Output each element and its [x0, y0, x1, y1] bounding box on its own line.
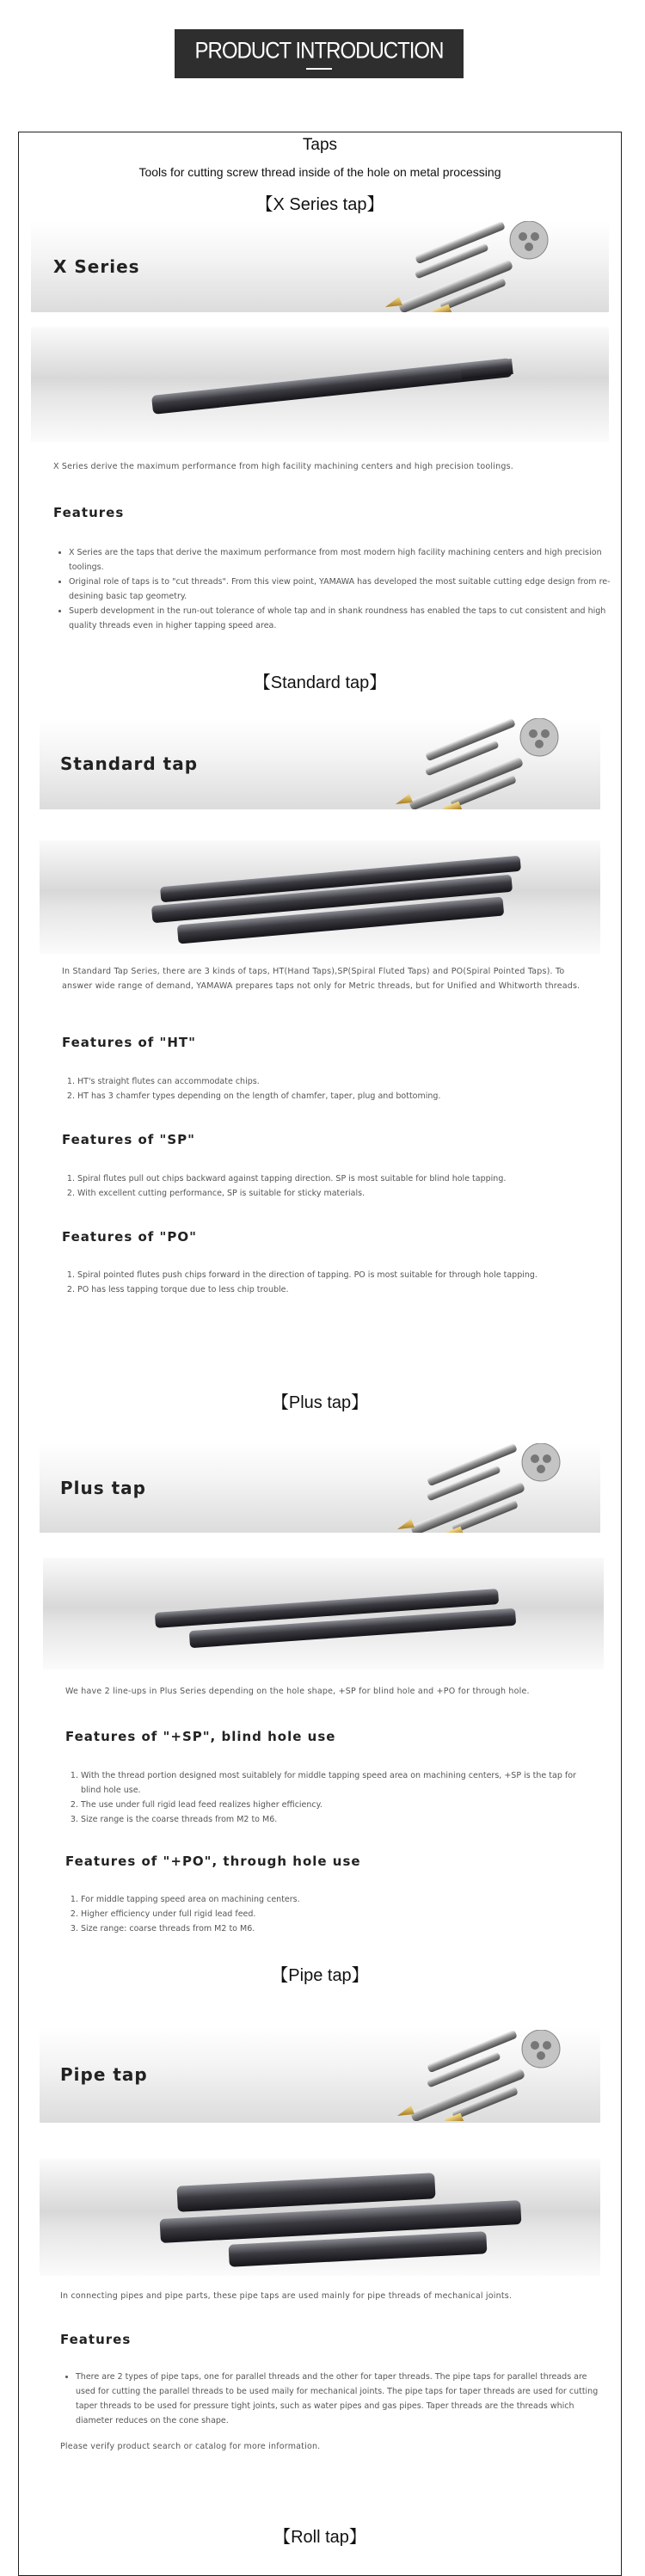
taps-product-image — [390, 2030, 571, 2121]
banner-label: X Series — [53, 256, 140, 277]
x-series-tap-photo — [31, 327, 609, 442]
list-item: 2. Higher efficiency under full rigid lead feed. — [81, 1907, 597, 1921]
list-item: 2. HT has 3 chamfer types depending on the length of chamfer, taper, plug and bottoming. — [77, 1089, 602, 1104]
po-features-list — [62, 1268, 602, 1297]
plus-sp-features-list — [65, 1768, 597, 1827]
tap-image — [126, 845, 556, 949]
standard-tap-photo — [40, 840, 600, 954]
taps-product-image — [390, 1443, 571, 1533]
tap-image — [126, 2162, 556, 2274]
list-item: • Superb development in the run-out tolerance of whole tap and in shank roundness has enabled the taps to cut consistent and high quality threads even in higher tapping speed area. — [69, 604, 611, 633]
x-series-features-heading: Features — [53, 505, 125, 520]
ht-features-list — [62, 1074, 602, 1104]
page-subtitle: Tools for cutting screw thread inside of the hole on metal processing — [138, 165, 501, 179]
list-item: 2. With excellent cutting performance, SP is suitable for sticky materials. — [77, 1186, 602, 1201]
product-introduction-header — [175, 29, 464, 78]
po-features-heading: Features of "PO" — [62, 1229, 197, 1245]
banner-label: Pipe tap — [60, 2064, 148, 2085]
plus-banner — [40, 1443, 600, 1533]
list-item: • X Series are the taps that derive the maximum performance from most modern high facility machining centers and high precision toolings. — [69, 545, 611, 575]
list-item: 1. With the thread portion designed most suitablely for middle tapping speed area on machining centers, +SP is the tap for blind hole use. — [81, 1768, 597, 1798]
x-series-banner — [31, 221, 609, 312]
standard-description: In Standard Tap Series, there are 3 kinds of taps, HT(Hand Taps),SP(Spiral Fluted Taps) and PO(Spiral Pointed Taps). To answer wide range of demand, YAMAWA prepares taps not only for Metric threads, but for Unified and Whitworth threads. — [62, 967, 580, 991]
list-item: 1. HT's straight flutes can accommodate chips. — [77, 1074, 602, 1089]
tap-image — [134, 342, 547, 428]
section-title-standard: 【Standard tap】 — [253, 673, 387, 692]
banner-label: Standard tap — [60, 753, 199, 774]
banner-label: Plus tap — [60, 1478, 146, 1498]
list-item: 2. The use under full rigid lead feed realizes higher efficiency. — [81, 1798, 597, 1812]
pipe-banner — [40, 2026, 600, 2123]
plus-description: We have 2 line-ups in Plus Series depending on the hole shape, +SP for blind hole and +PO for through hole. — [65, 1687, 530, 1696]
list-item: 3. Size range: coarse threads from M2 to M6. — [81, 1921, 597, 1936]
list-item: • Original role of taps is to "cut threads". From this view point, YAMAWA has developed the most suitable cutting edge design from re-desining basic tap geometry. — [69, 575, 611, 604]
pipe-tap-photo — [40, 2159, 600, 2276]
ht-features-heading: Features of "HT" — [62, 1035, 196, 1050]
plus-po-features-list — [65, 1892, 597, 1936]
pipe-features-list — [60, 2370, 600, 2428]
list-item: 1. Spiral flutes pull out chips backward against tapping direction. SP is most suitable for blind hole tapping. — [77, 1171, 602, 1186]
pipe-features-heading: Features — [60, 2332, 132, 2347]
pipe-description: In connecting pipes and pipe parts, these pipe taps are used mainly for pipe threads of mechanical joints. — [60, 2291, 513, 2301]
section-title-pipe: 【Pipe tap】 — [271, 1966, 369, 1985]
list-item: 1. Spiral pointed flutes push chips forward in the direction of tapping. PO is most suitable for through hole tapping. — [77, 1268, 602, 1282]
list-item: 1. For middle tapping speed area on machining centers. — [81, 1892, 597, 1907]
taps-product-image — [389, 718, 569, 809]
plus-po-features-heading: Features of "+PO", through hole use — [65, 1854, 361, 1869]
sp-features-heading: Features of "SP" — [62, 1132, 195, 1147]
list-item: • There are 2 types of pipe taps, one for parallel threads and the other for taper threads. The pipe taps for parallel threads are used for cutting the parallel threads to be used maily for mechanical joints. The pipe taps for taper threads are used for cutting taper threads to be used for pressure tight joints, such as water pipes and gas pipes. Taper threads are the threads which diameter reduces on the cone shape. — [76, 2370, 600, 2428]
page-title: Taps — [302, 136, 338, 154]
section-title-x-series: 【X Series tap】 — [255, 195, 384, 214]
standard-banner — [40, 718, 600, 809]
list-item: 3. Size range is the coarse threads from M2 to M6. — [81, 1812, 597, 1827]
taps-product-image — [378, 221, 559, 312]
header-title: PRODUCT INTRODUCTION — [194, 38, 444, 64]
header-underline — [306, 68, 332, 70]
sp-features-list — [62, 1171, 602, 1201]
plus-sp-features-heading: Features of "+SP", blind hole use — [65, 1729, 336, 1744]
section-title-plus: 【Plus tap】 — [271, 1393, 369, 1412]
list-item: 2. PO has less tapping torque due to less chip trouble. — [77, 1282, 602, 1297]
x-series-features-list — [53, 545, 611, 633]
plus-tap-photo — [43, 1558, 604, 1669]
x-series-description: X Series derive the maximum performance from high facility machining centers and high precision toolings. — [53, 462, 513, 471]
tap-image — [138, 1575, 550, 1661]
pipe-note: Please verify product search or catalog for more information. — [60, 2442, 321, 2451]
section-title-roll: 【Roll tap】 — [273, 2528, 366, 2547]
